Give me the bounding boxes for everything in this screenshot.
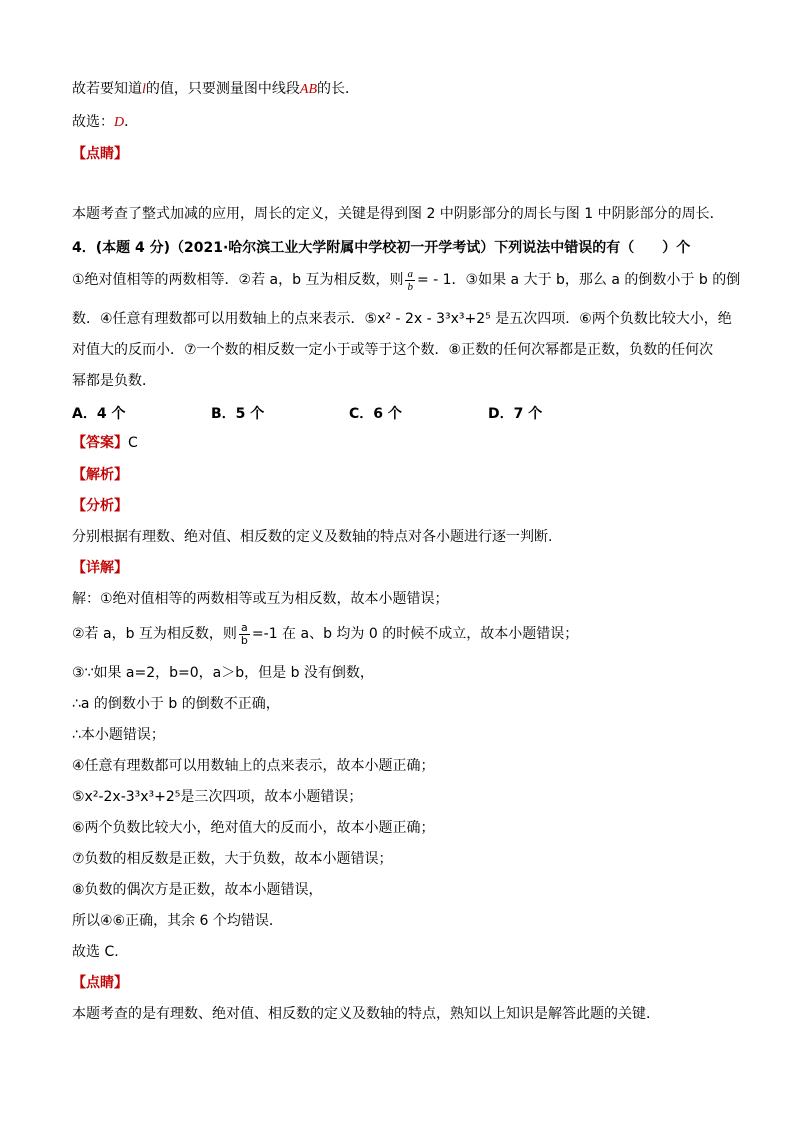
question-4-header: 4．(本题 4 分)（2021·哈尔滨工业大学附属中学校初一开学考试）下列说法中错误的有（ ）个: [72, 240, 691, 256]
text: 的值，只要测量图中线段: [145, 81, 300, 97]
detail-3: ③∵如果 a=2，b=0，a＞b，但是 b 没有倒数，: [72, 665, 374, 681]
denominator: b: [240, 633, 248, 647]
option-c: C．6 个: [349, 406, 402, 422]
text: = - 1．③如果 a 大于 b，那么 a 的倒数小于 b 的倒: [416, 272, 741, 288]
xiangjie-label: 【详解】: [72, 560, 128, 576]
detail-4: ∴a 的倒数小于 b 的倒数不正确，: [72, 696, 280, 712]
dianjing-label-2: 【点睛】: [72, 975, 128, 991]
fraction-a-over-b: [239, 622, 250, 647]
question-4-statement-line1: [72, 265, 740, 295]
numerator: a: [407, 267, 413, 280]
detail-1: 解：①绝对值相等的两数相等或互为相反数，故本小题错误；: [72, 591, 449, 607]
denominator: b: [407, 280, 413, 293]
option-a: A．4 个: [72, 406, 126, 422]
segment-ab: AB: [299, 82, 317, 97]
detail-6: ④任意有理数都可以用数轴上的点来表示，故本小题正确；: [72, 758, 435, 774]
numerator: a: [239, 622, 250, 635]
jiexi-label: 【解析】: [72, 467, 128, 483]
question-4-statement-line3: 对值大的反而小．⑦一个数的相反数一定小于或等于这个数．⑧正数的任何次幂都是正数，负数的任何次: [72, 342, 714, 358]
option-d: D．7 个: [488, 406, 543, 422]
option-b: B．5 个: [211, 406, 265, 422]
detail-2: [72, 620, 578, 648]
text: 故若要知道: [72, 81, 142, 97]
question-4-statement-line2: 数．④任意有理数都可以用数轴上的点来表示．⑤x² - 2x - 3³x³+2⁵ 是五次四项．⑥两个负数比较大小，绝: [72, 311, 732, 327]
detail-8: ⑥两个负数比较大小，绝对值大的反而小，故本小题正确；: [72, 820, 435, 836]
detail-7: ⑤x²-2x-3³x³+2⁵是三次四项，故本小题错误；: [72, 789, 363, 805]
detail-11: 所以④⑥正确，其余 6 个均错误．: [72, 913, 283, 929]
final-summary: 本题考查的是有理数、绝对值、相反数的定义及数轴的特点，熟知以上知识是解答此题的关键.: [72, 1006, 651, 1022]
text: =-1 在 a、b 均为 0 的时候不成立，故本小题错误；: [251, 626, 579, 642]
text: 的长．: [317, 81, 359, 97]
question-4-statement-line4: 幂都是负数．: [72, 373, 156, 389]
choice-value: D: [114, 115, 125, 130]
answer-line: [72, 434, 138, 452]
answer-label: 【答案】: [72, 435, 128, 451]
detail-12: 故选 C.: [72, 944, 119, 960]
detail-5: ∴本小题错误；: [72, 727, 165, 743]
variable-l: l: [142, 82, 146, 97]
fenxi-label: 【分析】: [72, 498, 128, 514]
prev-conclusion-line: [72, 80, 359, 99]
text: ．: [124, 114, 139, 130]
detail-9: ⑦负数的相反数是正数，大于负数，故本小题错误；: [72, 851, 393, 867]
text: 故选：: [72, 114, 114, 130]
prev-choice-line: [72, 113, 138, 132]
fraction-a-over-b: [405, 268, 415, 293]
analysis-text: 分别根据有理数、绝对值、相反数的定义及数轴的特点对各小题进行逐一判断.: [72, 529, 553, 545]
text: ①绝对值相等的两数相等．②若 a，b 互为相反数，则: [72, 272, 404, 288]
answer-value: C: [128, 435, 138, 451]
dianjing-label-1: 【点睛】: [72, 146, 128, 162]
prev-summary: 本题考查了整式加减的应用，周长的定义，关键是得到图 2 中阴影部分的周长与图 1 中阴影部分的周长．: [72, 206, 724, 222]
detail-10: ⑧负数的偶次方是正数，故本小题错误，: [72, 882, 323, 898]
text: ②若 a，b 互为相反数，则: [72, 626, 237, 642]
